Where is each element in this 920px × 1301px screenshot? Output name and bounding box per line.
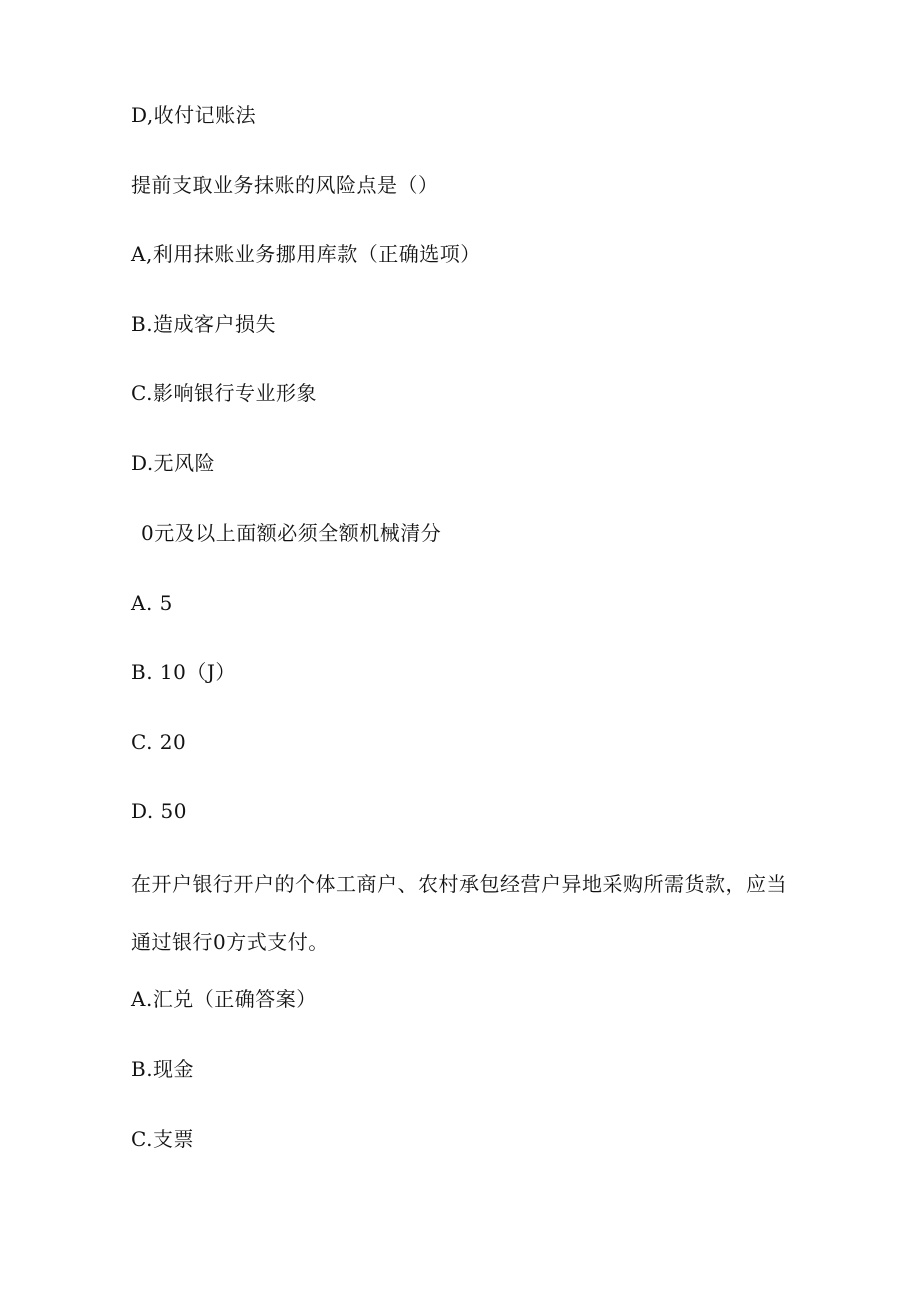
question-3-option-b: B.现金: [131, 1057, 195, 1081]
question-3-option-a: A.汇兑（正确答案）: [131, 987, 317, 1011]
question-1-option-a: A,利用抹账业务挪用库款（正确选项）: [131, 242, 481, 266]
question-2-option-a: A. 5: [131, 591, 173, 615]
question-3-option-c: C.支票: [131, 1127, 194, 1151]
question-1: 提前支取业务抹账的风险点是（）: [131, 173, 439, 197]
question-2-option-d: D. 50: [131, 799, 187, 823]
question-1-option-d: D.无风险: [131, 451, 216, 475]
option-d-previous: D,收付记账法: [131, 103, 257, 127]
question-1-option-b: B.造成客户损失: [131, 312, 277, 336]
question-1-option-c: C.影响银行专业形象: [131, 381, 317, 405]
question-2: 0元及以上面额必须全额机械清分: [141, 521, 442, 545]
question-2-option-c: C. 20: [131, 730, 187, 754]
question-2-option-b: B. 10（J）: [131, 660, 236, 684]
question-3: 在开户银行开户的个体工商户、农村承包经营户异地采购所需货款，应当通过银行0方式支付。: [131, 872, 787, 954]
